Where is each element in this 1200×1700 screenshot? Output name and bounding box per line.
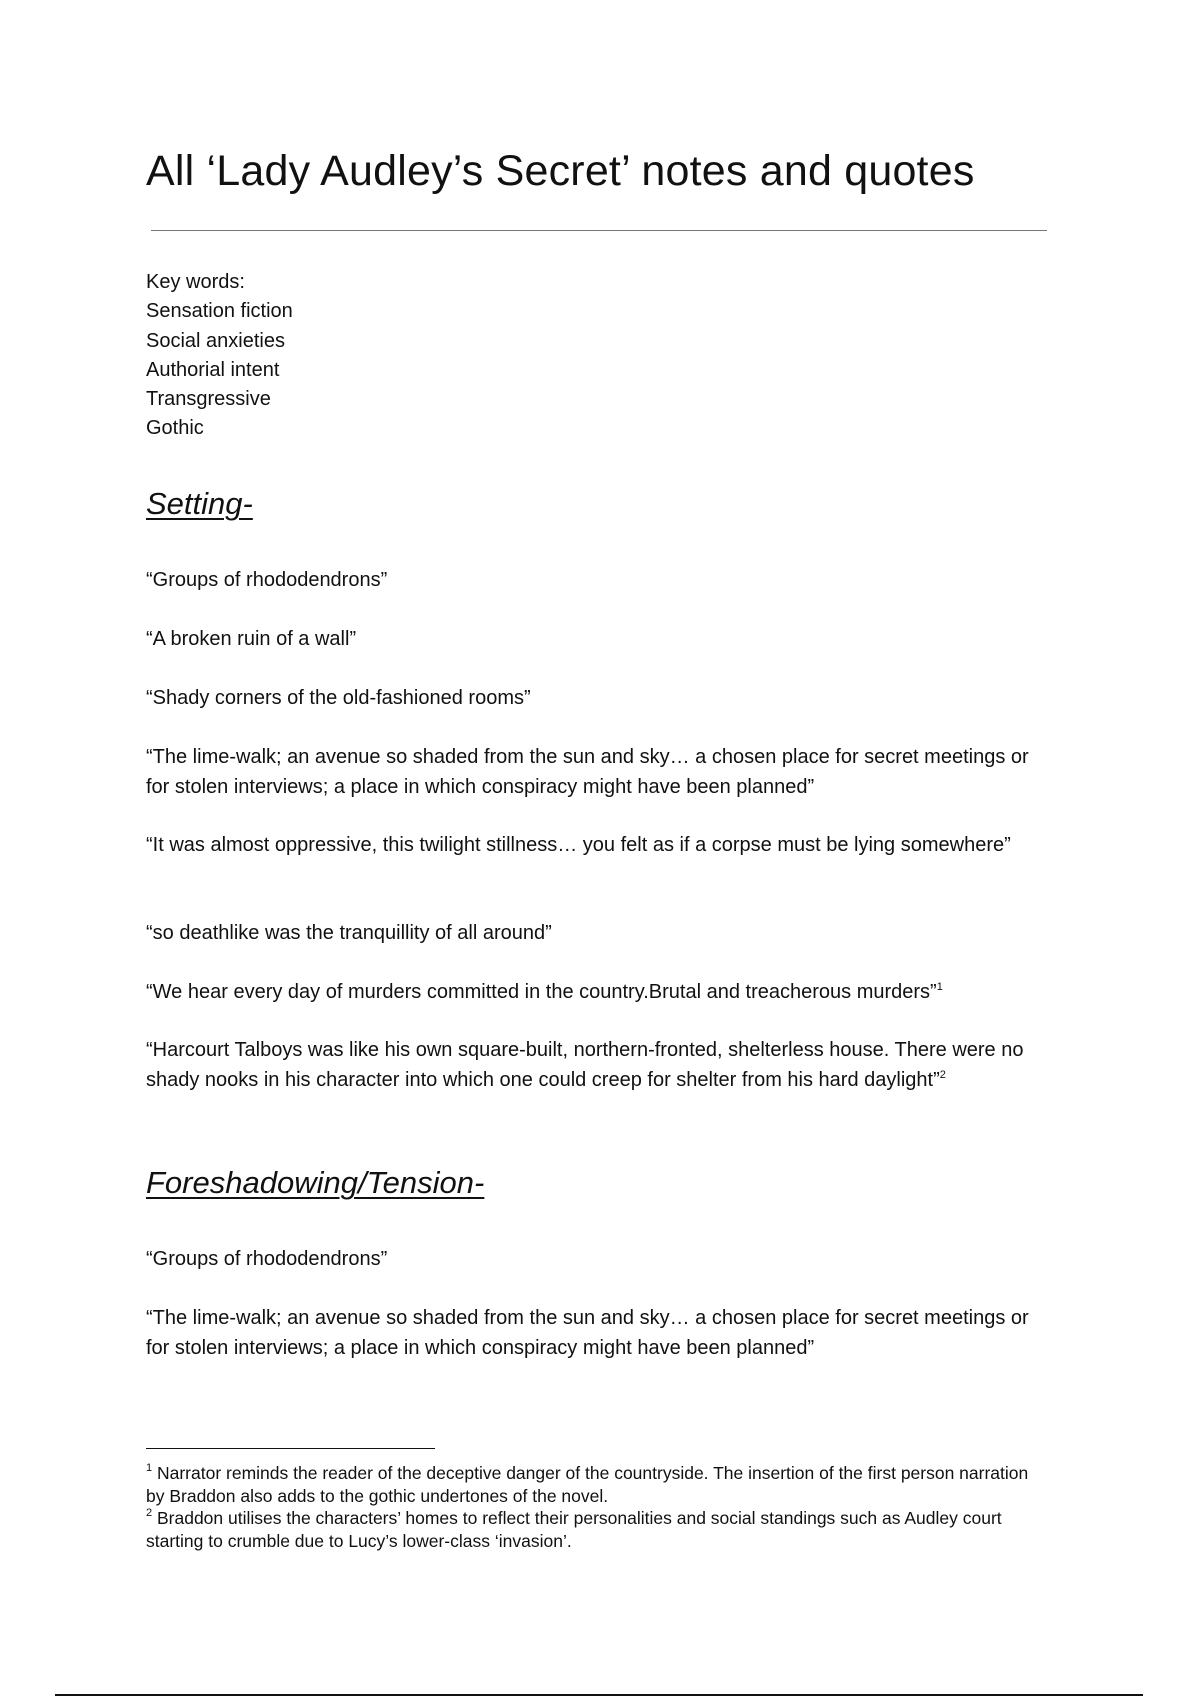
footnote-reference[interactable]: 1 [936,981,943,993]
setting-quote-text: “Harcourt Talboys was like his own square-built, northern-fronted, shelterless house. There were no shady nooks in his character into which one could creep for shelter from his hard daylight” [146,1039,1024,1091]
setting-quote: “It was almost oppressive, this twilight stillness… you felt as if a corpse must be lying somewhere” [146,834,1011,856]
footnote-text: Narrator reminds the reader of the deceptive danger of the countryside. The insertion of the first person narration by Braddon also adds to the gothic undertones of the novel. [146,1463,1029,1506]
setting-quote: “A broken ruin of a wall” [146,628,357,650]
key-word-item: Transgressive [146,388,271,411]
setting-quote [146,978,1046,1008]
document-title: All ‘Lady Audley’s Secret’ notes and quotes [146,147,975,195]
footnote-2 [146,1507,1046,1552]
setting-quote-text: “We hear every day of murders committed in the country.Brutal and treacherous murders” [146,981,937,1003]
setting-heading: Setting- [146,486,253,521]
footnote-reference[interactable]: 2 [939,1068,946,1081]
foreshadowing-quote: “The lime-walk; an avenue so shaded from the sun and sky… a chosen place for secret meetings or for stolen interviews; a place in which conspiracy might have been planned” [146,1307,1029,1359]
footnote-text: Braddon utilises the characters’ homes to reflect their personalities and social standings such as Audley court starting to crumble due to Lucy’s lower-class ‘invasion’. [146,1508,1002,1551]
foreshadowing-heading: Foreshadowing/Tension- [146,1165,485,1200]
setting-quote: “so deathlike was the tranquillity of all around” [146,922,552,944]
key-word-item: Authorial intent [146,358,280,381]
setting-quote: “Shady corners of the old-fashioned rooms” [146,687,531,709]
key-word-item: Social anxieties [146,329,285,352]
footnote-divider [146,1448,435,1449]
page-bottom-border [55,1694,1143,1696]
setting-quote [146,1036,1046,1095]
setting-quote: “Groups of rhododendrons” [146,569,388,591]
footnote-mark: 2 [146,1507,153,1519]
key-word-item: Gothic [146,417,204,440]
footnote-mark: 1 [146,1462,153,1474]
key-words-label: Key words: [146,271,245,293]
footnote-1 [146,1462,1046,1507]
setting-quote: “The lime-walk; an avenue so shaded from the sun and sky… a chosen place for secret meetings or for stolen interviews; a place in which conspiracy might have been planned” [146,746,1029,798]
key-word-item: Sensation fiction [146,300,293,323]
title-divider [151,230,1047,231]
key-words-list [146,268,293,444]
foreshadowing-quote: “Groups of rhododendrons” [146,1248,388,1270]
